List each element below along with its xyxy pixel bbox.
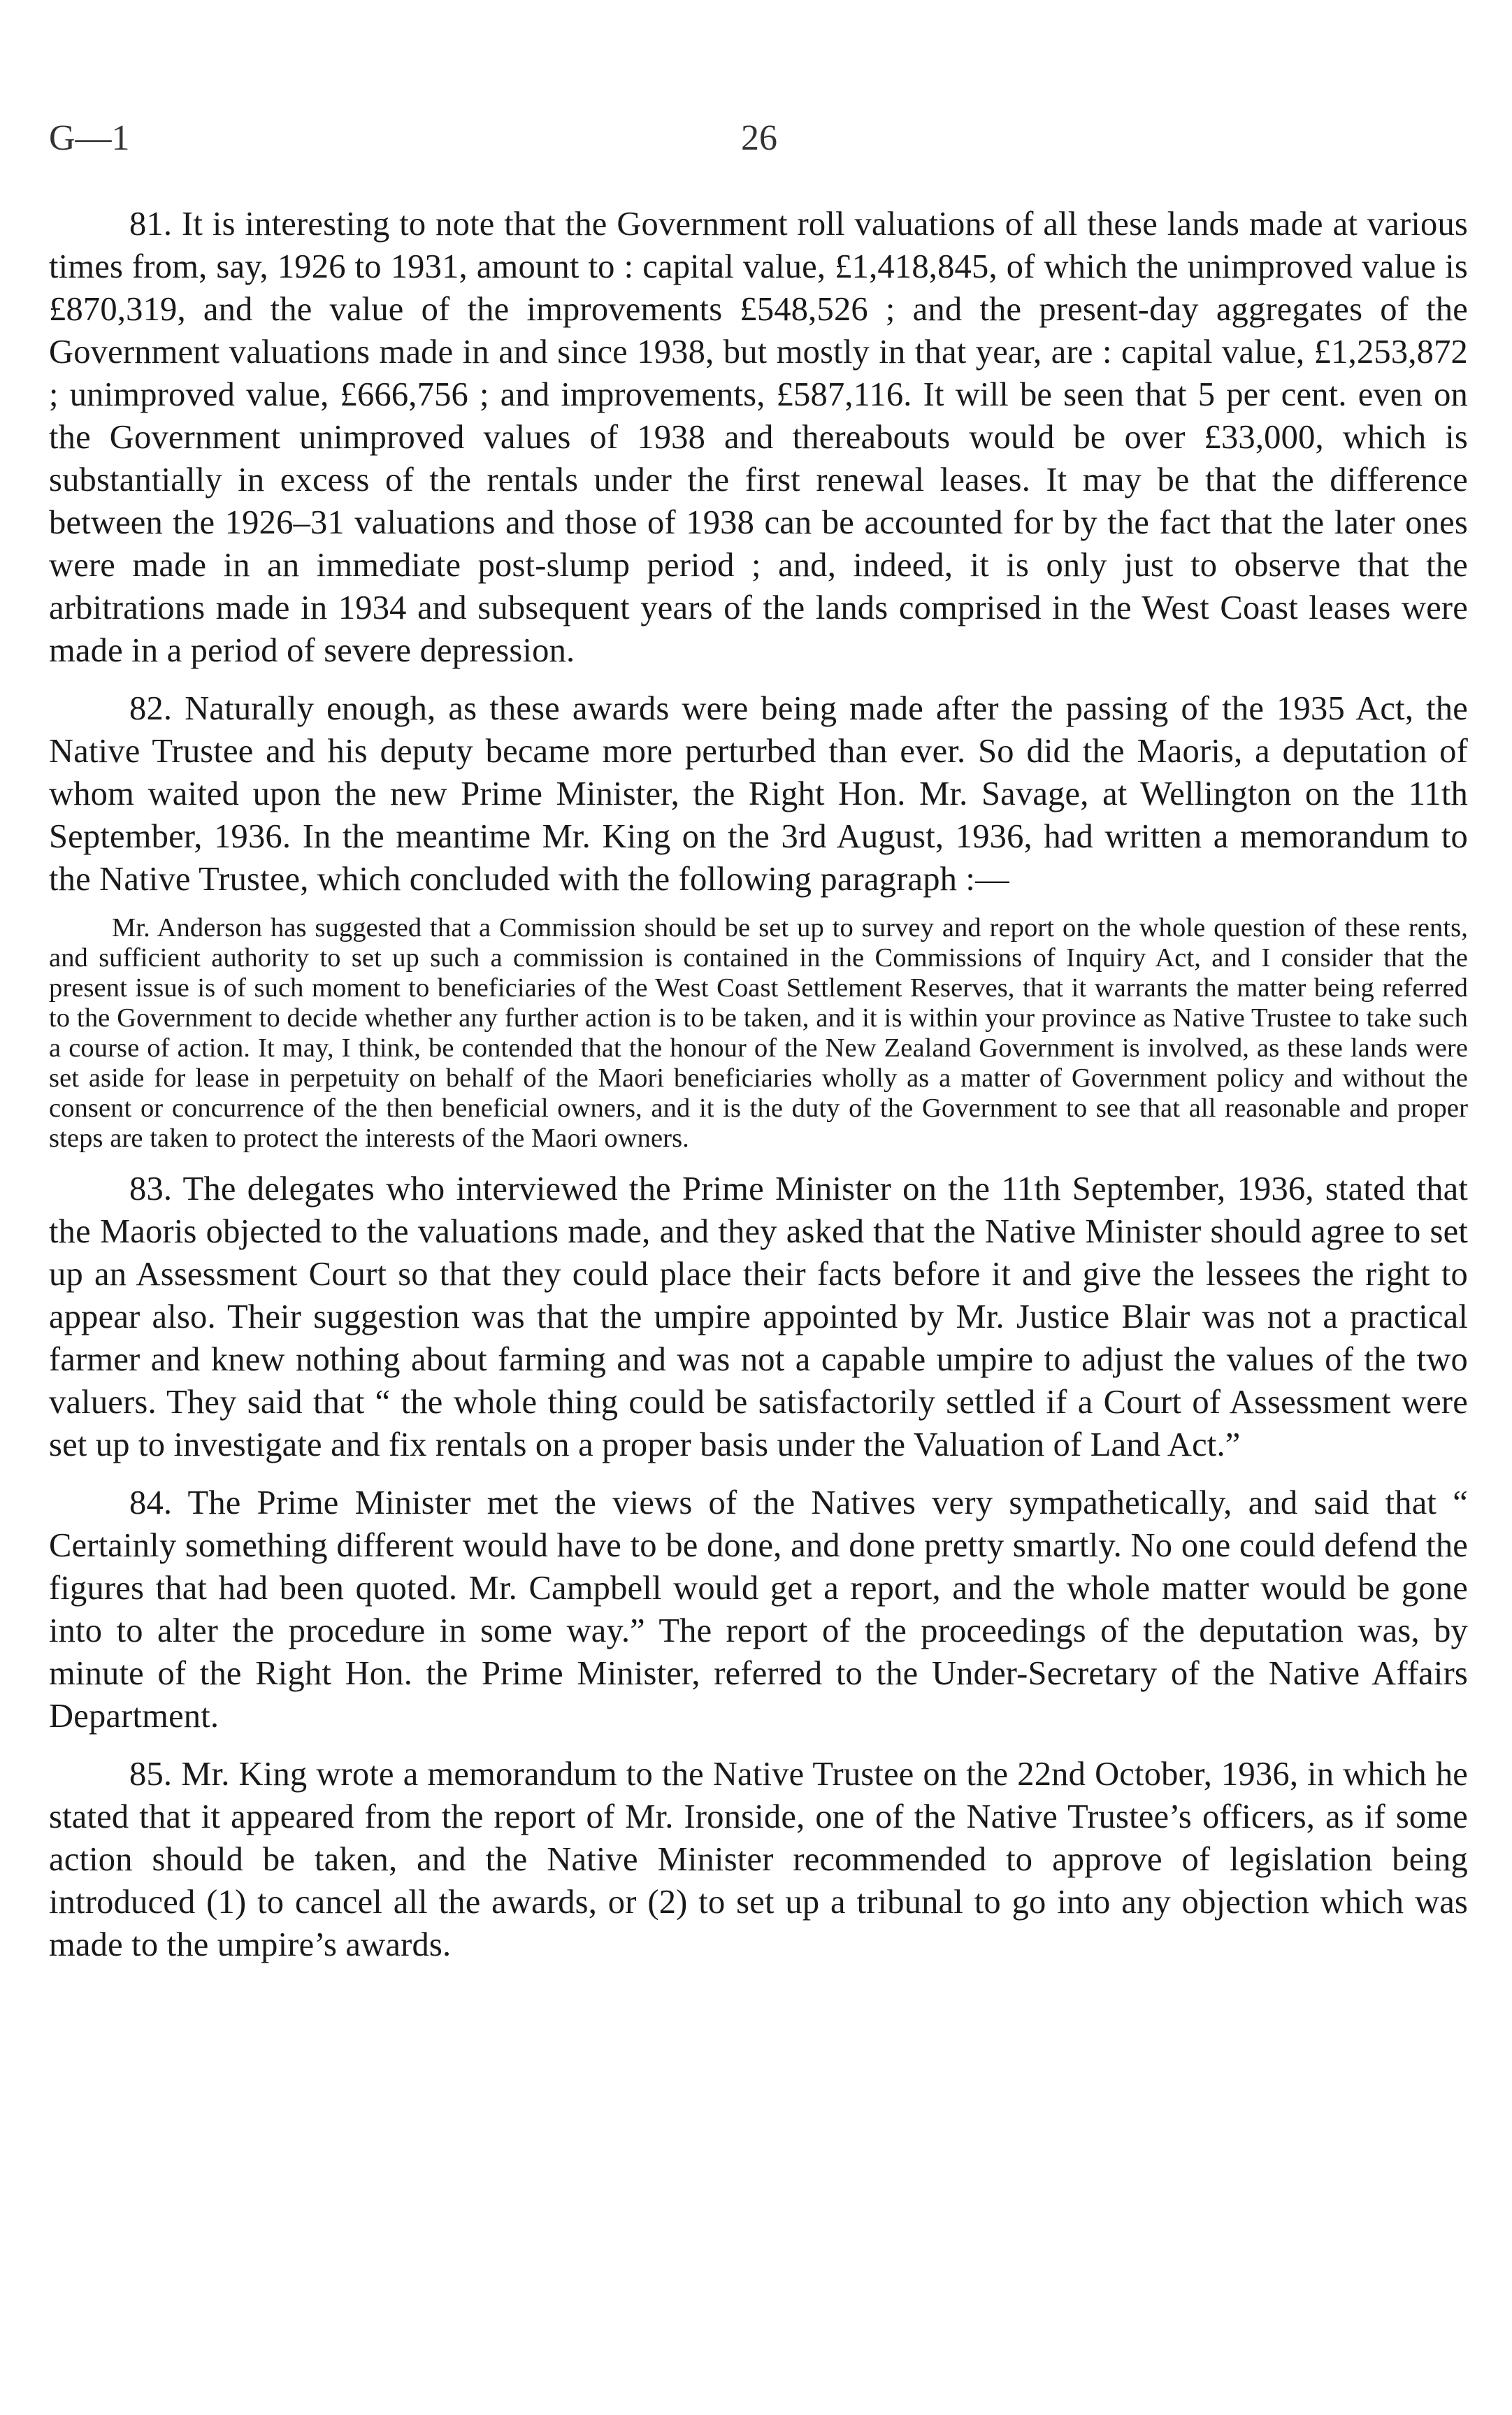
- page-header: [49, 117, 1468, 166]
- paragraph-82: 82. Naturally enough, as these awards were being made after the passing of the 1935 Act, the Native Trustee and his deputy became more perturbed than ever. So did the Maoris, a deputation of whom waited upon the new Prime Minister, the Right Hon. Mr. Savage, at Wellington on the 11th September, 1936. In the meantime Mr. King on the 3rd August, 1936, had written a memorandum to the Native Trustee, which concluded with the following paragraph :—: [49, 690, 1468, 898]
- body-text: [49, 203, 1468, 1982]
- page-number: 26: [741, 118, 777, 158]
- paragraph-84: 84. The Prime Minister met the views of the Natives very sympathetically, and said that “ Certainly something different would have to be done, and done pretty smartly. No one could defend the figures that had been quoted. Mr. Campbell would get a report, and the whole matter would be gone into to alter the procedure in some way.” The report of the proceedings of the deputation was, by minute of the Right Hon. the Prime Minister, referred to the Under-Secretary of the Native Affairs Department.: [49, 1484, 1468, 1735]
- document-reference: G—1: [49, 118, 130, 158]
- paragraph-81: 81. It is interesting to note that the Government roll valuations of all these lands made at various times from, say, 1926 to 1931, amount to : capital value, £1,418,845, of which the unimproved value is £870,319, and the value of the improvements £548,526 ; and the present-day aggregates of the Government valuations made in and since 1938, but mostly in that year, are : capital value, £1,253,872 ; unimproved value, £666,756 ; and improvements, £587,116. It will be seen that 5 per cent. even on the Government unimproved values of 1938 and thereabouts would be over £33,000, which is substantially in excess of the rentals under the first renewal leases. It may be that the difference between the 1926–31 valuations and those of 1938 can be accounted for by the fact that the later ones were made in an immediate post-slump period ; and, indeed, it is only just to observe that the arbitrations made in 1934 and subsequent years of the lands comprised in the West Coast leases were made in a period of severe depression.: [49, 206, 1468, 669]
- paragraph-83: 83. The delegates who interviewed the Prime Minister on the 11th September, 1936, stated that the Maoris objected to the valuations made, and they asked that the Native Minister should agree to set up an Assessment Court so that they could place their facts before it and give the lessees the right to appear also. Their suggestion was that the umpire appointed by Mr. Justice Blair was not a practical farmer and knew nothing about farming and was not a capable umpire to adjust the values of the two valuers. They said that “ the whole thing could be satisfactorily settled if a Court of Assessment were set up to investigate and fix rentals on a proper basis under the Valuation of Land Act.”: [49, 1170, 1468, 1463]
- paragraph-85: 85. Mr. King wrote a memorandum to the Native Trustee on the 22nd October, 1936, in which he stated that it appeared from the report of Mr. Ironside, one of the Native Trustee’s officers, as if some action should be taken, and the Native Minister recommended to approve of legislation being introduced (1) to cancel all the awards, or (2) to set up a tribunal to go into any objection which was made to the umpire’s awards.: [49, 1756, 1468, 1963]
- quoted-memorandum: Mr. Anderson has suggested that a Commission should be set up to survey and report on the whole question of these rents, and sufficient authority to set up such a commission is contained in the Commissions of Inquiry Act, and I consider that the present issue is of such moment to beneficiaries of the West Coast Settlement Reserves, that it warrants the matter being referred to the Government to decide whether any further action is to be taken, and it is within your province as Native Trustee to take such a course of action. It may, I think, be contended that the honour of the New Zealand Government is involved, as these lands were set aside for lease in perpetuity on behalf of the Maori beneficiaries wholly as a matter of Government policy and without the consent or concurrence of the then beneficial owners, and it is the duty of the Government to see that all reasonable and proper steps are taken to protect the interests of the Maori owners.: [49, 913, 1468, 1153]
